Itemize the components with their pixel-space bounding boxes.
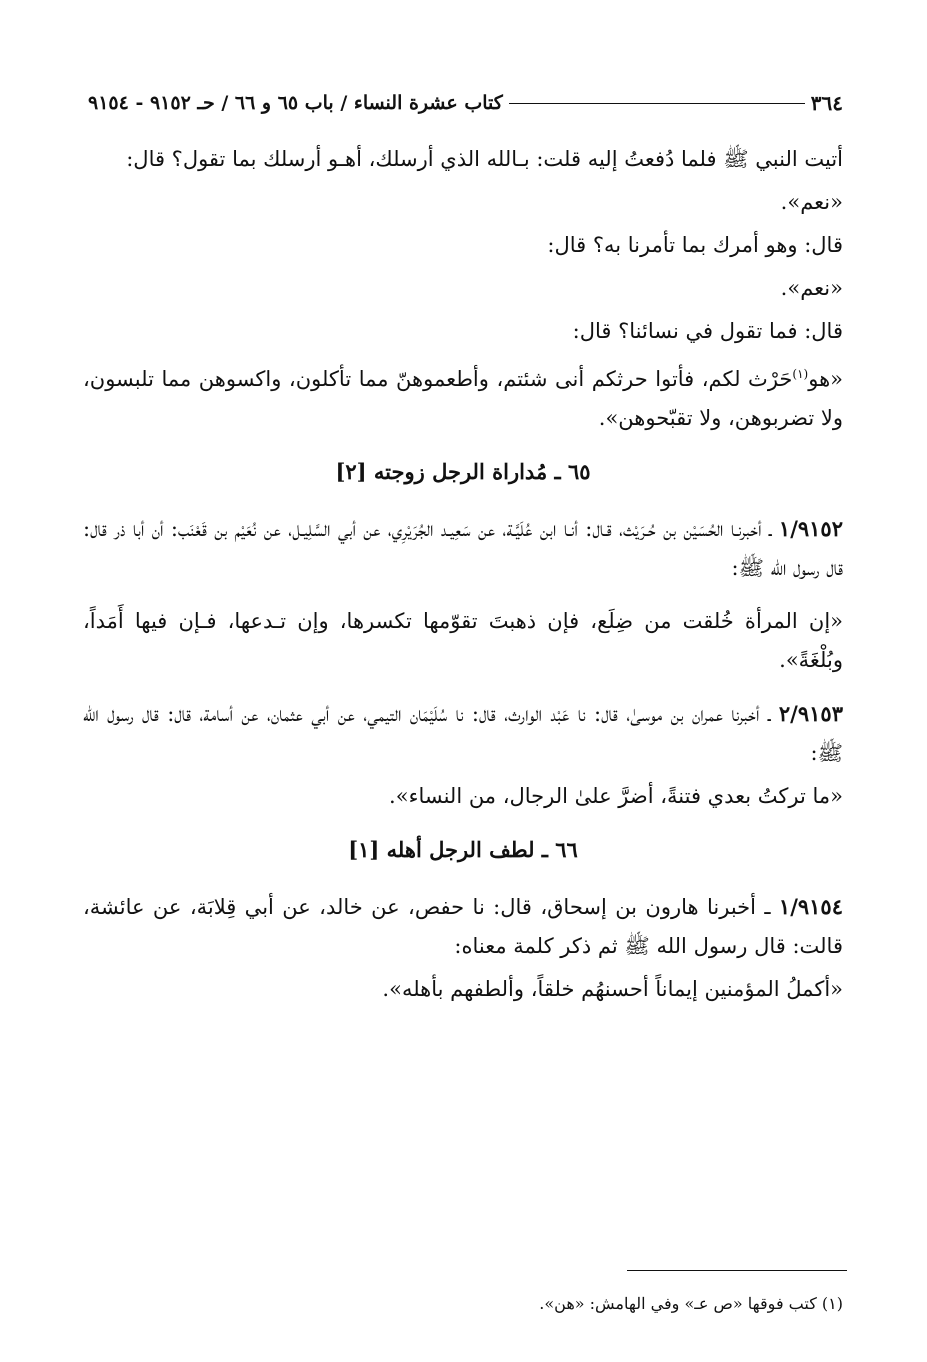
hadith-9152 xyxy=(83,509,843,588)
paragraph: قال: فما تقول في نسائنا؟ قال: xyxy=(572,319,843,343)
hadith-quote: «أكملُ المؤمنين إيماناً أحسنهُم خلقاً، وألطفهم بأهله». xyxy=(382,977,843,1001)
footnote-separator xyxy=(627,1270,847,1271)
chapter-heading-66: ٦٦ ـ لطف الرجل أهله [١] xyxy=(348,837,578,862)
chapter-heading-65: ٦٥ ـ مُداراة الرجل زوجته [٢] xyxy=(335,459,591,484)
footnote: (١) كتب فوقها «ص عـ» وفي الهامش: «هن». xyxy=(539,1294,843,1313)
page-number: ٣٦٤ xyxy=(810,91,843,115)
hadith-9154 xyxy=(83,887,843,966)
paragraph: «نعم». xyxy=(780,190,843,214)
hadith-9153 xyxy=(83,694,843,773)
hadith-quote: «إن المرأة خُلقت من ضِلَع، فإن ذهبتَ تقوّمها تكسرها، وإن تـدعها، فـإن فيها أَمَداً، وبُلْغَةً». xyxy=(83,609,843,672)
hadith-chain: ـ أخبرنا هارون بن إسحاق، قال: نا حفص، عن خالد، عن أبي قِلابَة، عن عائشة، قالت: قال رسول الله ﷺ ثم ذكر كلمة معناه: xyxy=(83,895,843,958)
footnote-marker: (١) xyxy=(792,367,809,381)
paragraph: «نعم». xyxy=(780,276,843,300)
hadith-quote: «ما تركتُ بعدي فتنةً، أضرَّ علىٰ الرجال، من النساء». xyxy=(389,784,843,808)
hadith-number: ٢/٩١٥٣ xyxy=(778,701,843,726)
quote-text: حَرْث لكم، فأتوا حرثكم أنى شئتم، وأطعموهنّ مما تأكلون، واكسوهن مما تلبسون، ولا تضربوهن، ولا تقبّحوهن». xyxy=(83,367,843,430)
hadith-chain: ـ أخبرنـا الحُسَيْن بن حُـرَيْث، قـال: أنـا ابن عُلَيَّـة، عن سَعِيـد الجُرَيْرِي، عن أبي السَّلِيـل، عن نُعَيْم بن قَعْنَب: أن أبا ذر قال: قال رسول الله ﷺ: xyxy=(83,517,843,580)
paragraph: قال: وهو أمرك بما تأمرنا به؟ قال: xyxy=(547,233,843,257)
page-header xyxy=(88,86,843,120)
running-title: كتاب عشرة النساء / باب ٦٥ و ٦٦ / حـ ٩١٥٢ - ٩١٥٤ xyxy=(88,92,503,114)
paragraph xyxy=(83,355,843,438)
hadith-number: ١/٩١٥٤ xyxy=(778,894,843,919)
paragraph: أتيت النبي ﷺ فلما دُفعتُ إليه قلت: بـالله الذي أرسلك، أهـو أرسلك بما تقول؟ قال: xyxy=(126,147,843,171)
hadith-chain: ـ أخبرنا عمران بن موسىٰ، قال: نا عَبْد الوارث، قال: نا سُلَيْمَان التيمي، عن أبي عثمان، عن أسامة، قال: قال رسول الله ﷺ: xyxy=(83,702,843,765)
header-rule xyxy=(509,103,805,104)
hadith-number: ١/٩١٥٢ xyxy=(778,516,843,541)
quote-start: «هو xyxy=(808,367,844,391)
page-body xyxy=(83,140,843,1023)
